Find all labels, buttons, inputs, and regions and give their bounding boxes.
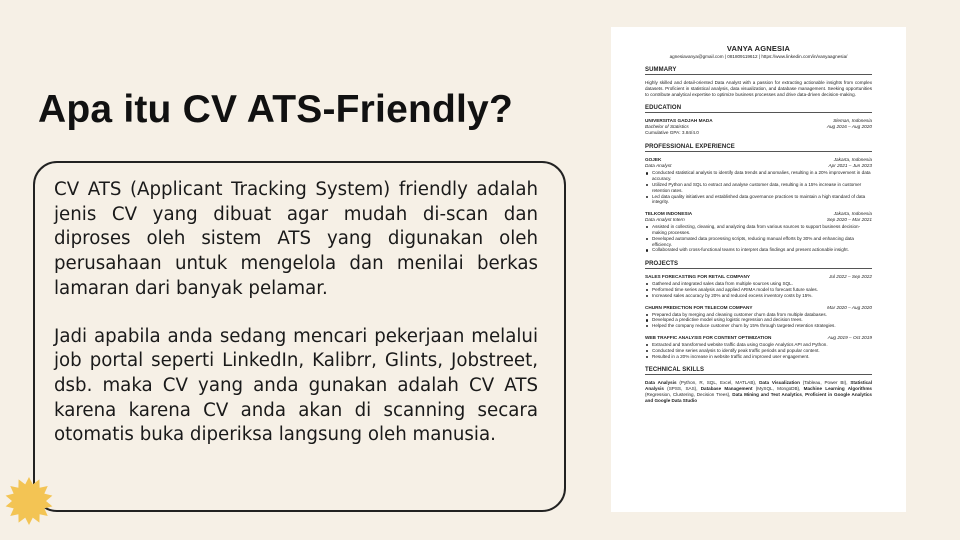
cv-school: UNIVERSITAS GADJAH MADA [645, 118, 713, 124]
cv-project-header [645, 274, 872, 280]
cv-job-dates: Apr 2021 – Jun 2023 [828, 163, 872, 169]
cv-bullet: Performed time series analysis and applied ARIMA model to forecast future sales. [645, 287, 872, 293]
cv-name: VANYA AGNESIA [726, 44, 791, 53]
cv-project-dates: Jul 2022 – Sep 2022 [828, 274, 872, 280]
paragraph-usage: Jadi apabila anda sedang mencari pekerjaan melalui job portal seperti LinkedIn, Kalibrr, Glints, Jobstreet, dsb. maka CV yang anda gunakan adalah CV ATS karena karena CV anda akan di scanning secara otomatis buka diperiksa langsung oleh manusia. [54, 325, 538, 446]
cv-summary-text: Highly skilled and detail-oriented Data Analyst with a passion for extracting actionable insights from complex datasets. Proficient in statistical analysis, data visualization, and database management. Seeking opportunities to contribute analytical expertise to optimize business processes and drive data-driven decision-making. [645, 80, 872, 97]
cv-summary-heading: SUMMARY [645, 67, 872, 75]
cv-project-header [645, 305, 872, 311]
cv-document [611, 27, 906, 512]
cv-project-dates: Mar 2020 – Aug 2020 [827, 304, 872, 310]
cv-bullet: Assisted in collecting, cleaning, and analyzing data from various sources to support business decision-making processes. [645, 224, 872, 236]
cv-bullet: Extracted and transformed website traffic data using Google Analytics API and Python. [645, 342, 872, 348]
cv-bullet: Conducted statistical analysis to identify data trends and anomalies, resulting in a 20% improvement in data accuracy. [645, 170, 872, 182]
cv-bullet: Resulted in a 20% increase in website traffic and improved user engagement. [645, 354, 872, 360]
cv-skill-label: Data Visualization [759, 380, 800, 386]
cv-degree-dates: Aug 2016 – Aug 2020 [826, 124, 872, 130]
cv-bullet: Led data quality initiatives and established data governance practices to maintain a high standard of data integrity. [645, 194, 872, 206]
cv-skill-value: (Regression, Clustering, Decision Trees), [645, 391, 733, 397]
cv-skill-value: (SPSS, SAS), [663, 386, 701, 392]
cv-skill-label: Database Management [700, 386, 753, 392]
cv-projects-heading: PROJECTS [645, 261, 872, 269]
body-text [54, 178, 538, 448]
cv-job-role-row [645, 163, 872, 169]
cv-education-heading: EDUCATION [645, 105, 872, 113]
cv-skill-label: Data Analysis [645, 380, 677, 386]
cv-gpa-row [645, 130, 872, 136]
cv-skill-value: (Tableau, Power BI), [799, 380, 851, 386]
cv-skill-value: (Python, R, SQL, Excel, MATLAB), [676, 380, 760, 386]
cv-job-role: Data Analyst Intern [645, 217, 685, 223]
cv-job-role-row [645, 217, 872, 223]
cv-experience-heading: PROFESSIONAL EXPERIENCE [645, 144, 872, 152]
cv-job-location: Jakarta, Indonesia [833, 157, 872, 163]
cv-project-title: CHURN PREDICTION FOR TELECOM COMPANY [645, 304, 753, 310]
sun-burst-icon [4, 476, 54, 526]
cv-skills-text [645, 380, 872, 403]
slide-title: Apa itu CV ATS-Friendly? [38, 88, 513, 131]
cv-project-header [645, 335, 872, 341]
cv-bullet: Conducted time series analysis to identify peak traffic periods and popular content. [645, 348, 872, 354]
cv-bullet: Utilized Python and SQL to extract and analyse customer data, resulting in a 15% increase in customer retention rates. [645, 182, 872, 194]
cv-job-company: TELKOM INDONESIA [645, 211, 693, 217]
cv-skill-value: (MySQL, MongoDB), [752, 386, 804, 392]
cv-skill-label: Statistical Analysis [645, 380, 873, 392]
cv-skill-label: Data Mining and Text Analytics [732, 391, 802, 397]
cv-project-title: WEB TRAFFIC ANALYSIS FOR CONTENT OPTIMIZATION [645, 334, 772, 340]
cv-bullet: Developed a predictive model using logistic regression and decision trees. [645, 317, 872, 323]
cv-project-dates: Aug 2019 – Oct 2019 [827, 334, 872, 340]
cv-skills-heading: TECHNICAL SKILLS [645, 367, 872, 375]
cv-job-dates: Sep 2020 – Mar 2021 [826, 217, 872, 223]
cv-skill-label: Machine Learning Algorithms [803, 386, 872, 392]
cv-job-bullets [645, 170, 872, 205]
cv-bullet: Gathered and integrated sales data from multiple sources using SQL. [645, 281, 872, 287]
cv-bullet: Collaborated with cross-functional teams to interpret data findings and present actionable insight. [645, 247, 872, 253]
cv-bullet: Helped the company reduce customer churn by 15% through targeted retention strategies. [645, 323, 872, 329]
cv-job-location: Jakarta, Indonesia [833, 211, 872, 217]
cv-bullet: Increased sales accuracy by 20% and reduced excess inventory costs by 15%. [645, 293, 872, 299]
cv-gpa: Cumulative GPA: 3.84/4.0 [645, 130, 699, 136]
cv-project-bullets [645, 312, 872, 329]
cv-project-title: SALES FORECASTING FOR RETAIL COMPANY [645, 274, 750, 280]
cv-bullet: Developed automated data processing scripts, reducing manual efforts by 30% and enhancing data efficiency. [645, 236, 872, 248]
cv-degree: Bachelor of Statistics [645, 124, 689, 130]
cv-job-role: Data Analyst [645, 163, 672, 169]
cv-bullet: Prepared data by merging and cleaning customer churn data from multiple databases. [645, 312, 872, 318]
cv-school-location: Sleman, Indonesia [833, 118, 872, 124]
cv-skill-value: , [801, 391, 806, 397]
cv-project-bullets [645, 281, 872, 298]
cv-skill-label: Proficient in Google Analytics and Google Data Studio [645, 391, 872, 403]
cv-job-company: GOJEK [645, 157, 662, 163]
paragraph-definition: CV ATS (Applicant Tracking System) friendly adalah jenis CV yang dibuat agar mudah di-scan dan diproses oleh sistem ATS yang digunakan oleh perusahaan untuk mengelola dan menilai berkas lamaran dari banyak pelamar. [54, 179, 538, 299]
cv-job-bullets [645, 224, 872, 253]
cv-project-bullets [645, 342, 872, 359]
cv-contact: agnesiavanya@gmail.com | 081809119612 | https://www.linkedin.com/in/vanyaagnesia/ [669, 54, 848, 59]
